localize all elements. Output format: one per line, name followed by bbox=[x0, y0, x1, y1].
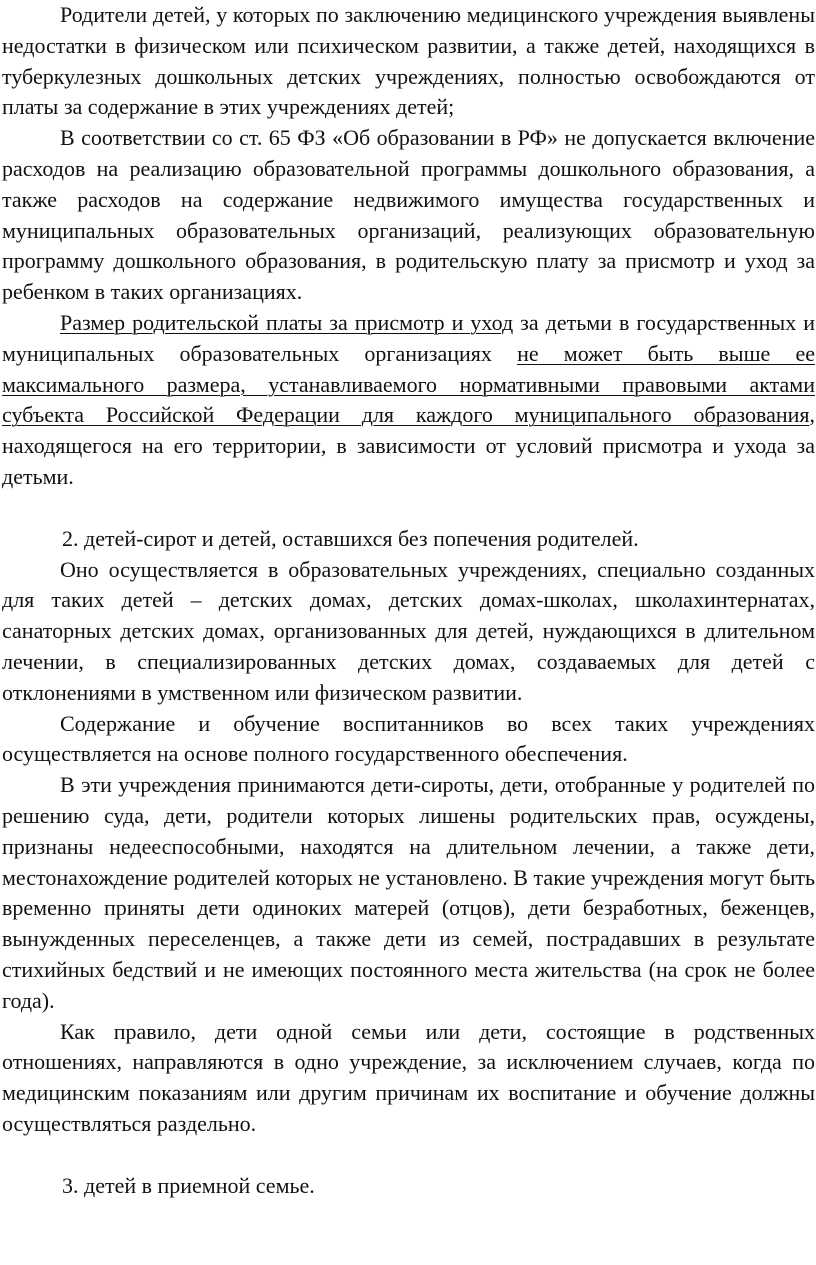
paragraph-admission: В эти учреждения принимаются дети-сироты, дети, отобранные у родителей по решению суда, дети, родители которых лишены родительских прав, осуждены, признаны недееспособными, находятся на длительном лечении, а также дети, местонахождение родителей которых не установлено. В такие учреждения могут быть временно приняты дети одиноких матерей (отцов), дети безработных, беженцев, вынужденных переселенцев, а также дети из семей, пострадавших в результате стихийных бедствий и не имеющих постоянного места жительства (на срок не более года). bbox=[2, 772, 815, 1013]
section-heading-foster: 3. детей в приемной семье. bbox=[62, 1172, 315, 1198]
paragraph-parents-exemption: Родители детей, у которых по заключению медицинского учреждения выявлены недостатки в физическом или психическом развитии, а также детей, находящихся в туберкулезных дошкольных детских учреждениях, полностью освобождаются от платы за содержание в этих учреждениях детей; bbox=[2, 2, 815, 120]
spacer bbox=[2, 493, 815, 524]
underlined-max-limit: не может быть выше ее максимального размера, устанавливаемого нормативными правовыми актами субъекта Российской Федерации для каждого муниципального образования bbox=[2, 340, 815, 428]
paragraph-parental-fee bbox=[2, 308, 815, 493]
paragraph-article-65: В соответствии со ст. 65 ФЗ «Об образовании в РФ» не допускается включение расходов на реализацию образовательной программы дошкольного образования, а также расходов на содержание недвижимого имущества государственных и муниципальных образовательных организаций, реализующих образовательную программу дошкольного образования, в родительскую плату за присмотр и уход за ребенком в таких организациях. bbox=[2, 125, 815, 305]
paragraph-state-support: Содержание и обучение воспитанников во всех таких учреждениях осуществляется на основе полного государственного обеспечения. bbox=[2, 710, 815, 767]
underlined-fee-phrase: Размер родительской платы за присмотр и уход bbox=[60, 309, 514, 335]
spacer bbox=[2, 1140, 815, 1171]
paragraph-institutions: Оно осуществляется в образовательных учреждениях, специально созданных для таких детей – детских домах, детских домах-школах, школахинтернатах, санаторных детских домах, организованных для детей, нуждающихся в длительном лечении, в специализированных детских домах, создаваемых для детей с отклонениями в умственном или физическом развитии. bbox=[2, 556, 815, 705]
fee-text-end: , находящегося на его территории, в зависимости от условий присмотра и ухода за детьми. bbox=[2, 402, 815, 489]
paragraph-siblings: Как правило, дети одной семьи или дети, состоящие в родственных отношениях, направляются в одно учреждение, за исключением случаев, когда по медицинским показаниям или другим причинам их воспитание и обучение должны осуществляться раздельно. bbox=[2, 1018, 815, 1136]
fee-text-middle: за детьми в государственных и муниципальных образовательных организациях bbox=[2, 309, 815, 366]
section-heading-orphans: 2. детей-сирот и детей, оставшихся без попечения родителей. bbox=[62, 525, 639, 551]
